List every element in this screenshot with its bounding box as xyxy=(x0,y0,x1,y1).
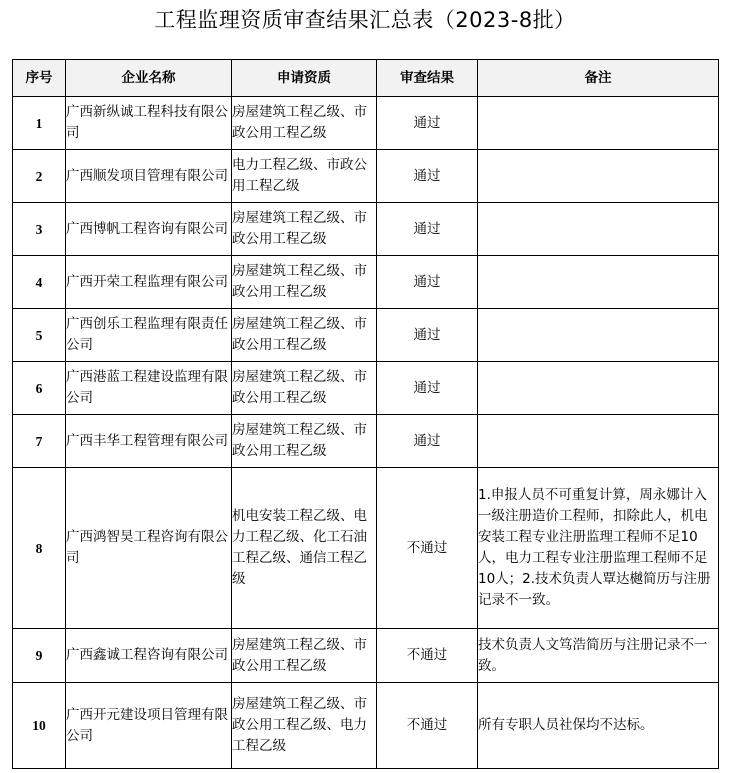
qualification: 房屋建筑工程乙级、市政公用工程乙级 xyxy=(232,629,377,683)
table-row xyxy=(13,97,719,150)
row-no: 4 xyxy=(13,256,66,309)
note xyxy=(478,415,719,468)
header-qualification: 申请资质 xyxy=(232,60,377,97)
company-name: 广西丰华工程管理有限公司 xyxy=(66,415,232,468)
note xyxy=(478,309,719,362)
table-header-row xyxy=(13,60,719,97)
note xyxy=(478,97,719,150)
table-row xyxy=(13,150,719,203)
note: 1.申报人员不可重复计算，周永娜计入一级注册造价工程师，扣除此人，机电安装工程专业注册监理工程师不足10人，电力工程专业注册监理工程师不足10人；2.技术负责人覃达樾简历与注册记录不一致。 xyxy=(478,468,719,629)
company-name: 广西创乐工程监理有限责任公司 xyxy=(66,309,232,362)
review-result: 不通过 xyxy=(377,683,478,769)
company-name: 广西博帆工程咨询有限公司 xyxy=(66,203,232,256)
qualification: 房屋建筑工程乙级、市政公用工程乙级 xyxy=(232,97,377,150)
qualification: 电力工程乙级、市政公用工程乙级 xyxy=(232,150,377,203)
table-row xyxy=(13,256,719,309)
table-row xyxy=(13,415,719,468)
row-no: 7 xyxy=(13,415,66,468)
qualification: 房屋建筑工程乙级、市政公用工程乙级、电力工程乙级 xyxy=(232,683,377,769)
company-name: 广西鑫诚工程咨询有限公司 xyxy=(66,629,232,683)
page-title: 工程监理资质审查结果汇总表（2023-8批） xyxy=(154,8,576,32)
qualification: 房屋建筑工程乙级、市政公用工程乙级 xyxy=(232,256,377,309)
header-no: 序号 xyxy=(13,60,66,97)
note: 所有专职人员社保均不达标。 xyxy=(478,683,719,769)
row-no: 10 xyxy=(13,683,66,769)
row-no: 1 xyxy=(13,97,66,150)
row-no: 9 xyxy=(13,629,66,683)
note xyxy=(478,203,719,256)
row-no: 2 xyxy=(13,150,66,203)
company-name: 广西鸿智昊工程咨询有限公司 xyxy=(66,468,232,629)
header-result: 审查结果 xyxy=(377,60,478,97)
row-no: 5 xyxy=(13,309,66,362)
qualification: 房屋建筑工程乙级、市政公用工程乙级 xyxy=(232,203,377,256)
table-row xyxy=(13,362,719,415)
company-name: 广西港蓝工程建设监理有限公司 xyxy=(66,362,232,415)
qualification: 房屋建筑工程乙级、市政公用工程乙级 xyxy=(232,415,377,468)
review-result: 通过 xyxy=(377,203,478,256)
review-result: 通过 xyxy=(377,309,478,362)
note xyxy=(478,150,719,203)
company-name: 广西开荣工程监理有限公司 xyxy=(66,256,232,309)
table-row xyxy=(13,203,719,256)
review-result: 不通过 xyxy=(377,468,478,629)
header-company-name: 企业名称 xyxy=(66,60,232,97)
table-row xyxy=(13,468,719,629)
review-result: 通过 xyxy=(377,415,478,468)
table-row xyxy=(13,309,719,362)
note: 技术负责人文笃浩简历与注册记录不一致。 xyxy=(478,629,719,683)
row-no: 3 xyxy=(13,203,66,256)
review-results-table xyxy=(12,59,719,769)
table-row xyxy=(13,629,719,683)
qualification: 房屋建筑工程乙级、市政公用工程乙级 xyxy=(232,309,377,362)
company-name: 广西顺发项目管理有限公司 xyxy=(66,150,232,203)
company-name: 广西新纵诚工程科技有限公司 xyxy=(66,97,232,150)
row-no: 6 xyxy=(13,362,66,415)
qualification: 机电安装工程乙级、电力工程乙级、化工石油工程乙级、通信工程乙级 xyxy=(232,468,377,629)
note xyxy=(478,256,719,309)
row-no: 8 xyxy=(13,468,66,629)
qualification: 房屋建筑工程乙级、市政公用工程乙级 xyxy=(232,362,377,415)
header-note: 备注 xyxy=(478,60,719,97)
review-result: 通过 xyxy=(377,150,478,203)
review-result: 通过 xyxy=(377,97,478,150)
review-result: 不通过 xyxy=(377,629,478,683)
company-name: 广西开元建设项目管理有限公司 xyxy=(66,683,232,769)
review-result: 通过 xyxy=(377,362,478,415)
note xyxy=(478,362,719,415)
review-result: 通过 xyxy=(377,256,478,309)
table-row xyxy=(13,683,719,769)
